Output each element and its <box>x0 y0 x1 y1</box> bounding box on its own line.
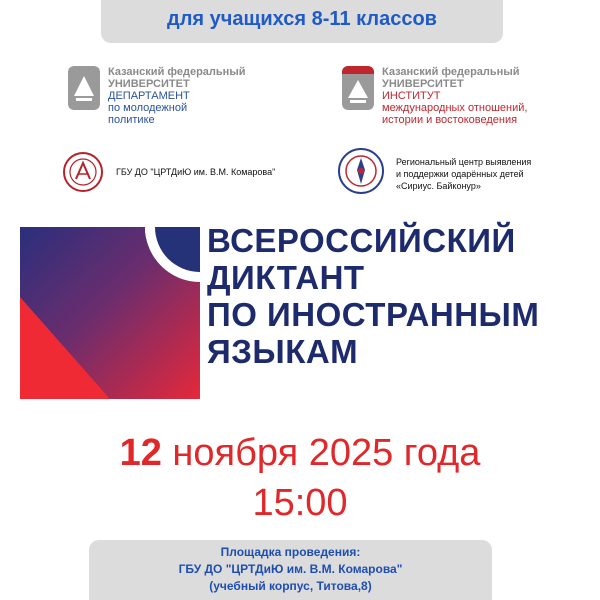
title-line4: ЯЗЫКАМ <box>207 333 359 370</box>
sirius-seal-icon <box>338 148 384 194</box>
crtdiyu-seal-icon <box>63 152 103 192</box>
kfu-institute-logo <box>342 66 374 115</box>
title-line1: ВСЕРОССИЙСКИЙ <box>207 222 516 259</box>
event-title <box>207 222 539 370</box>
sirius-line3: «Сириус. Байконур» <box>396 181 481 191</box>
venue-banner <box>89 540 492 600</box>
kfu-inst-line3: ИНСТИТУТ <box>382 90 441 102</box>
event-date-rest: ноября 2025 года <box>161 432 481 474</box>
kfu-department-text <box>108 66 245 126</box>
sirius-line1: Региональный центр выявления <box>396 157 532 167</box>
kfu-institute-text <box>382 66 527 126</box>
kfu-inst-line4: международных отношений, <box>382 102 528 114</box>
kfu-dept-line1: Казанский федеральный <box>108 66 246 78</box>
venue-address: (учебный корпус, Титова,8) <box>209 579 372 593</box>
audience-banner <box>101 0 503 43</box>
event-time: 15:00 <box>252 482 348 524</box>
kfu-dept-line2: УНИВЕРСИТЕТ <box>108 78 190 90</box>
kfu-emblem-icon <box>68 66 100 110</box>
title-line3: ПО ИНОСТРАННЫМ <box>207 296 540 333</box>
kfu-inst-line2: УНИВЕРСИТЕТ <box>382 78 464 90</box>
kfu-institute-emblem-icon <box>342 66 374 110</box>
event-day: 12 <box>119 432 162 474</box>
kfu-dept-line5: политике <box>108 114 155 126</box>
title-line2: ДИКТАНТ <box>207 259 365 296</box>
kfu-inst-line1: Казанский федеральный <box>382 66 520 78</box>
sirius-line2: и поддержки одарённых детей <box>396 169 524 179</box>
kfu-department-logo <box>68 66 100 115</box>
kfu-dept-line4: по молодежной <box>108 102 188 114</box>
audience-text: для учащихся 8-11 классов <box>167 8 437 30</box>
kfu-dept-line3: ДЕПАРТАМЕНТ <box>108 90 190 102</box>
kfu-inst-line5: истории и востоковедения <box>382 114 518 126</box>
venue-label: Площадка проведения: <box>220 545 361 559</box>
event-date <box>0 432 600 475</box>
venue-name: ГБУ ДО "ЦРТДиЮ им. В.М. Комарова" <box>178 562 403 576</box>
crtdiyu-name: ГБУ ДО "ЦРТДиЮ им. В.М. Комарова" <box>116 167 276 177</box>
decorative-graphic <box>20 227 200 399</box>
sirius-text <box>396 156 531 192</box>
